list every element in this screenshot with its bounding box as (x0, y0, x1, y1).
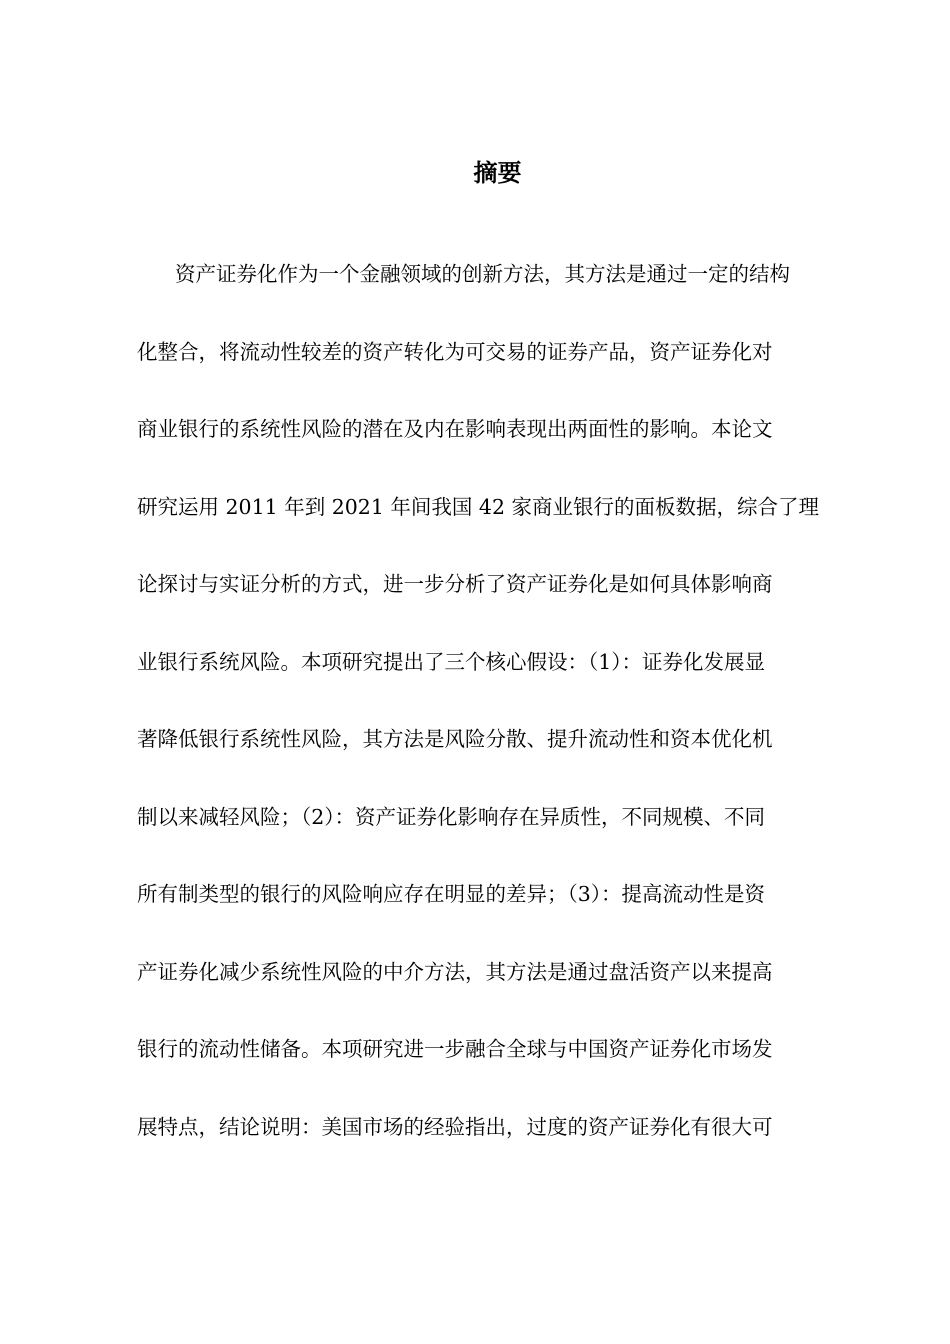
paragraph-line: 商业银行的系统性风险的潜在及内在影响表现出两面性的影响。本论文 (137, 417, 773, 441)
paragraph-line: 制以来减轻风险；（2）：资产证券化影响存在异质性，不同规模、不同 (137, 804, 766, 829)
abstract-paragraph (137, 254, 849, 1184)
paragraph-line: 化整合，将流动性较差的资产转化为可交易的证券产品，资产证券化对 (137, 339, 773, 364)
paragraph-line: 资产证券化作为一个金融领域的创新方法，其方法是通过一定的结构 (175, 262, 790, 286)
paragraph-line: 业银行系统风险。本项研究提出了三个核心假设：（1）：证券化发展显 (137, 649, 766, 674)
paragraph-line: 展特点，结论说明：美国市场的经验指出，过度的资产证券化有很大可 (137, 1114, 773, 1139)
paragraph-line: 研究运用 2011 年到 2021 年间我国 42 家商业银行的面板数据，综合了理 (137, 494, 820, 519)
paragraph-line: 论探讨与实证分析的方式，进一步分析了资产证券化是如何具体影响商 (137, 572, 773, 596)
paragraph-line: 著降低银行系统性风险，其方法是风险分散、提升流动性和资本优化机 (137, 727, 773, 751)
paragraph-line: 银行的流动性储备。本项研究进一步融合全球与中国资产证券化市场发 (137, 1037, 773, 1061)
page-title: 摘要 (473, 159, 522, 187)
paragraph-line: 所有制类型的银行的风险响应存在明显的差异；（3）：提高流动性是资 (137, 882, 766, 906)
paragraph-line: 产证券化减少系统性风险的中介方法，其方法是通过盘活资产以来提高 (137, 959, 773, 984)
